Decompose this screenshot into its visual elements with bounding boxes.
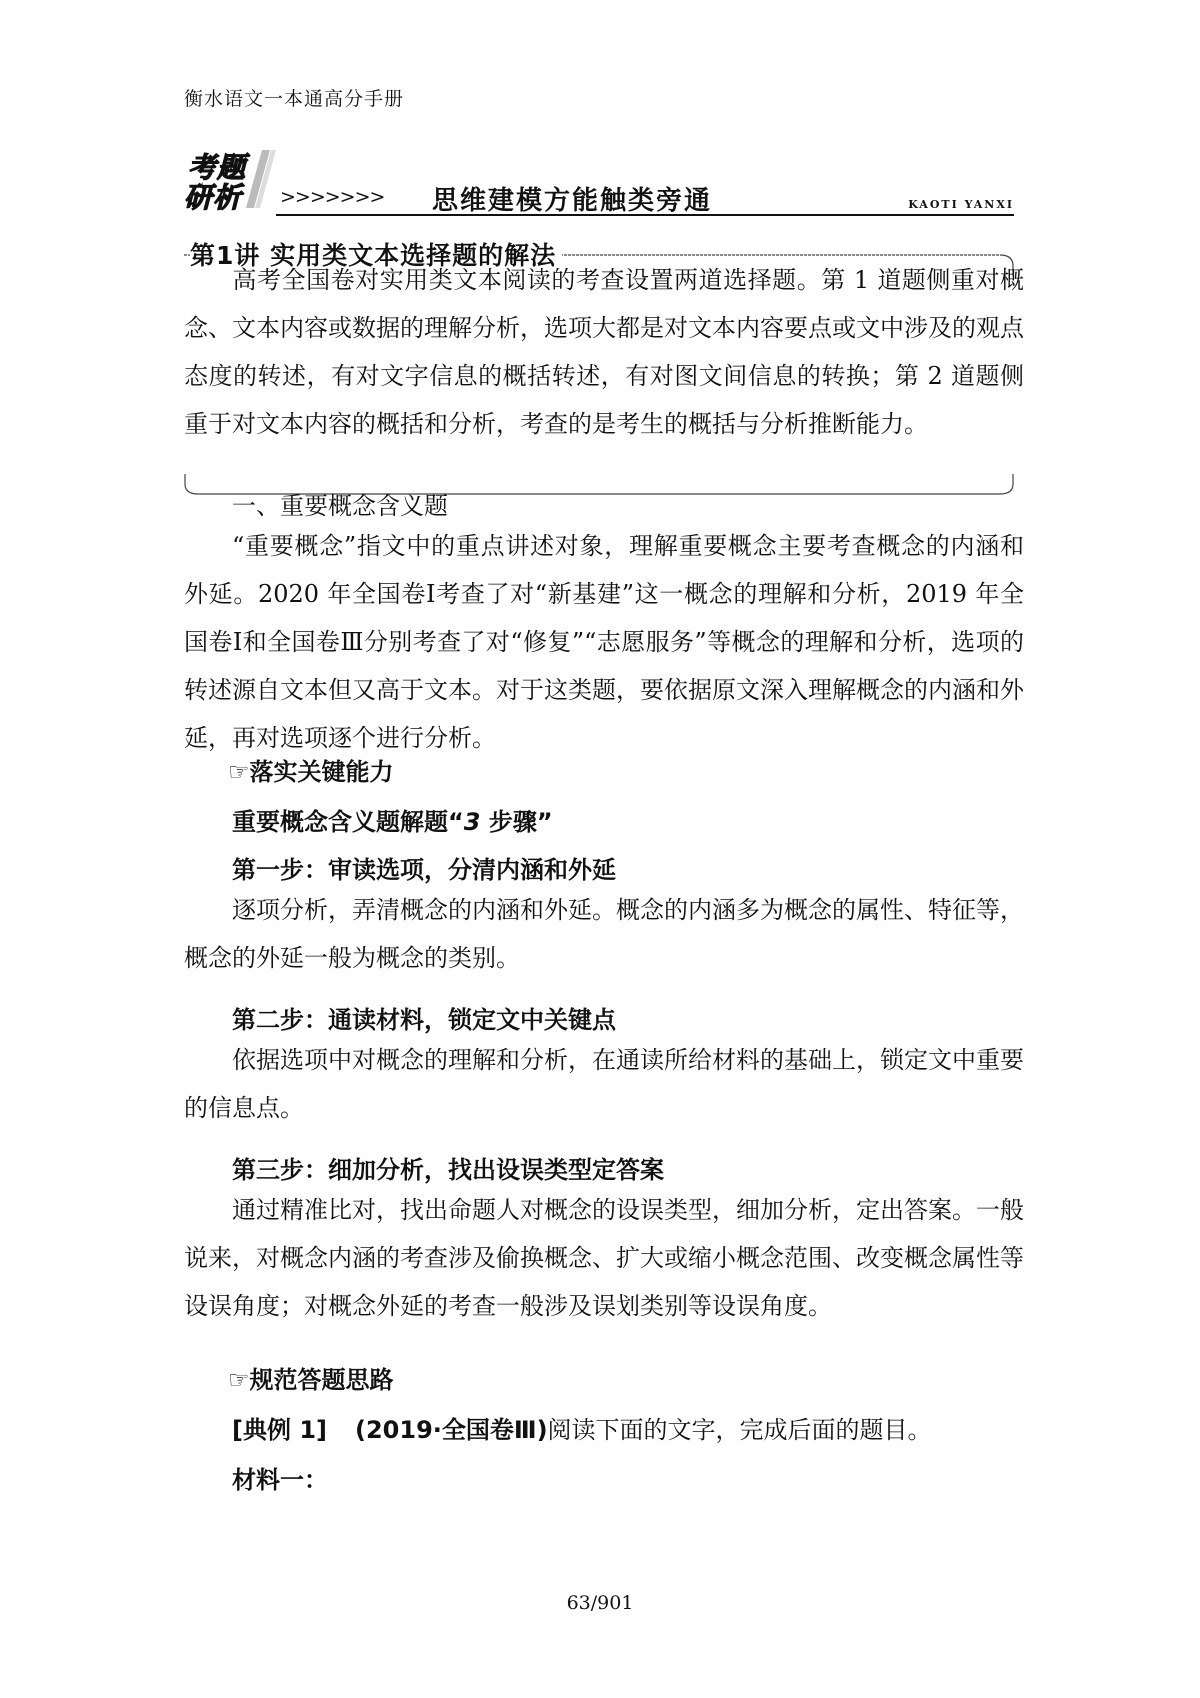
thinking-label: 规范答题思路 xyxy=(249,1366,394,1394)
part1-body xyxy=(184,522,1024,762)
step-1-body-text: 逐项分析，弄清概念的内涵和外延。概念的内涵多为概念的属性、特征等，概念的外延一般为概念的类别。 xyxy=(184,896,1024,972)
pointing-hand-icon: ☞ xyxy=(228,1366,250,1394)
section-intro xyxy=(184,256,1024,448)
material-label: 材料一： xyxy=(232,1466,328,1494)
thinking-heading xyxy=(228,1360,394,1395)
banner-arrows: >>>>>>> xyxy=(280,186,385,208)
step-2-title: 第二步：通读材料，锁定文中关键点 xyxy=(232,1006,616,1034)
steps-title xyxy=(232,802,553,837)
steps-title-prefix: 重要概念含义题解题“ xyxy=(232,808,464,836)
banner-logo xyxy=(184,146,284,214)
steps-title-number: 3 xyxy=(463,808,481,836)
ability-label: 落实关键能力 xyxy=(249,758,394,786)
page-number: 63/901 xyxy=(566,1592,634,1614)
step-2-body xyxy=(184,1036,1024,1132)
step-3-title: 第三步：细加分析，找出设误类型定答案 xyxy=(232,1156,664,1184)
logo-slant-bars-icon xyxy=(244,150,276,208)
banner-title: 思维建模方能触类旁通 xyxy=(432,186,713,216)
banner-rule xyxy=(276,214,1014,216)
example-tag: [典例 1] xyxy=(232,1416,327,1444)
running-header: 衡水语文一本通高分手册 xyxy=(184,88,405,110)
part1-body-text: “重要概念”指文中的重点讲述对象，理解重要概念主要考查概念的内涵和外延。2020 年全国卷Ⅰ考查了对“新基建”这一概念的理解和分析，2019 年全国卷Ⅰ和全国卷Ⅲ分别考查了对“修复”“志愿服务”等概念的理解和分析，选项的转述源自文本但又高于文本。对于这类题，要依据原文深入理解概念的内涵和外延，再对选项逐个进行分析。 xyxy=(184,532,1024,752)
step-1-title: 第一步：审读选项，分清内涵和外延 xyxy=(232,856,616,884)
banner-code: KAOTI YANXI xyxy=(908,198,1014,211)
steps-title-suffix: 步骤” xyxy=(480,808,553,836)
part1-heading: 一、重要概念含义题 xyxy=(232,492,448,520)
section-banner xyxy=(184,146,1014,216)
logo-line1: 考题 xyxy=(188,151,247,184)
section-title: 第1讲 实用类文本选择题的解法 xyxy=(190,236,562,272)
pointing-hand-icon: ☞ xyxy=(228,758,250,786)
section-intro-text: 高考全国卷对实用类文本阅读的考查设置两道选择题。第 1 道题侧重对概念、文本内容或数据的理解分析，选项大都是对文本内容要点或文中涉及的观点态度的转述，有对文字信息的概括转述，有对图文间信息的转换；第 2 道题侧重于对文本内容的概括和分析，考查的是考生的概括与分析推断能力。 xyxy=(184,266,1024,438)
example-source: (2019·全国卷Ⅲ) xyxy=(355,1416,548,1444)
step-1-body xyxy=(184,886,1024,982)
step-2-body-text: 依据选项中对概念的理解和分析，在通读所给材料的基础上，锁定文中重要的信息点。 xyxy=(184,1046,1024,1122)
step-3-body-text: 通过精准比对，找出命题人对概念的设误类型，细加分析，定出答案。一般说来，对概念内涵的考查涉及偷换概念、扩大或缩小概念范围、改变概念属性等设误角度；对概念外延的考查一般涉及误划类别等设误角度。 xyxy=(184,1196,1024,1320)
example-line xyxy=(232,1410,932,1445)
example-instruction: 阅读下面的文字，完成后面的题目。 xyxy=(547,1416,932,1444)
step-3-body xyxy=(184,1186,1024,1330)
logo-line2: 研析 xyxy=(184,181,243,214)
ability-heading xyxy=(228,752,394,787)
